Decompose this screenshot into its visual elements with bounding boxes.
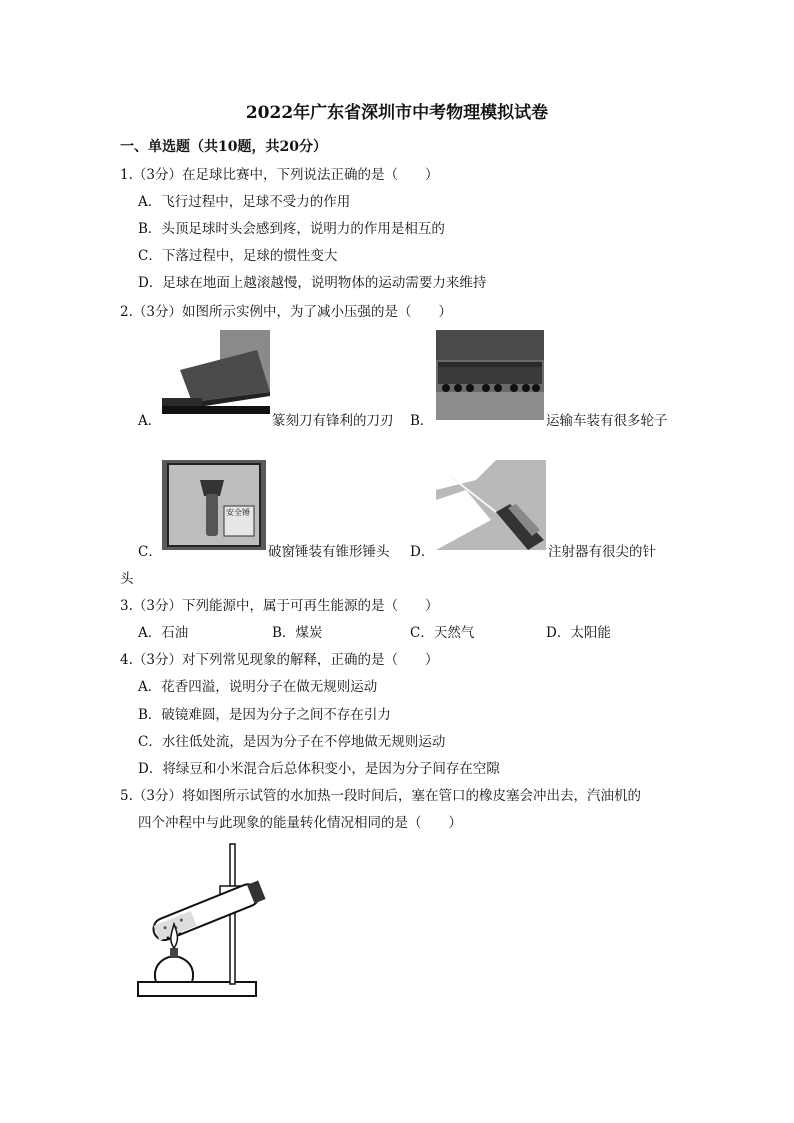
q2-option-c-image-safety-hammer: [162, 460, 266, 550]
q4-option-c: C．水往低处流，是因为分子在不停地做无规则运动: [138, 734, 446, 750]
q3-option-c: C．天然气: [410, 625, 475, 641]
q3-option-d: D．太阳能: [546, 625, 611, 641]
q2-option-d-image-syringe: [436, 460, 546, 550]
q1-option-a: A．飞行过程中，足球不受力的作用: [138, 194, 351, 210]
q1-option-b: B．头顶足球时头会感到疼，说明力的作用是相互的: [138, 221, 445, 237]
q5-stem-line1: 5.（3分）将如图所示试管的水加热一段时间后，塞在管口的橡皮塞会冲出去，汽油机的: [120, 788, 641, 804]
q4-stem: 4.（3分）对下列常见现象的解释，正确的是（ ）: [120, 652, 439, 668]
q3-option-b: B．煤炭: [272, 625, 323, 641]
q2-option-b-label: B．: [410, 413, 434, 429]
q1-option-d: D．足球在地面上越滚越慢，说明物体的运动需要力来维持: [138, 275, 487, 291]
q2-option-c-label: C．: [138, 544, 162, 560]
q2-option-a-caption: 篆刻刀有锋利的刀刃: [272, 413, 394, 429]
q5-image-test-tube-heating-apparatus: [134, 840, 274, 1002]
q2-stem: 2.（3分）如图所示实例中，为了减小压强的是（ ）: [120, 304, 452, 320]
q1-stem: 1.（3分）在足球比赛中，下列说法正确的是（ ）: [120, 167, 439, 183]
q2-option-a-label: A．: [138, 413, 162, 429]
q5-stem-line2: 四个冲程中与此现象的能量转化情况相同的是（ ）: [138, 815, 462, 831]
q3-stem: 3.（3分）下列能源中，属于可再生能源的是（ ）: [120, 598, 439, 614]
q4-option-b: B．破镜难圆，是因为分子之间不存在引力: [138, 707, 391, 723]
section-heading-single-choice: 一、单选题（共10题，共20分）: [120, 139, 327, 155]
q4-option-d: D．将绿豆和小米混合后总体积变小，是因为分子间存在空隙: [138, 761, 500, 777]
q1-option-c: C．下落过程中，足球的惯性变大: [138, 248, 338, 264]
q2-option-d-label: D．: [410, 544, 435, 560]
q2-option-d-caption: 注射器有很尖的针: [548, 544, 656, 560]
q2-option-d-caption-wrap: 头: [120, 571, 134, 587]
q2-option-a-image-carving-knife: [162, 330, 270, 420]
page-title: 2022年广东省深圳市中考物理模拟试卷: [245, 103, 549, 123]
q2-option-b-image-transport-truck: [436, 330, 544, 420]
q2-option-b-caption: 运输车装有很多轮子: [546, 413, 668, 429]
q3-option-a: A．石油: [138, 625, 189, 641]
q2-option-c-caption: 破窗锤装有锥形锤头: [268, 544, 390, 560]
q4-option-a: A．花香四溢，说明分子在做无规则运动: [138, 679, 378, 695]
q2-option-c-sign-text: 安全锤: [226, 508, 250, 517]
